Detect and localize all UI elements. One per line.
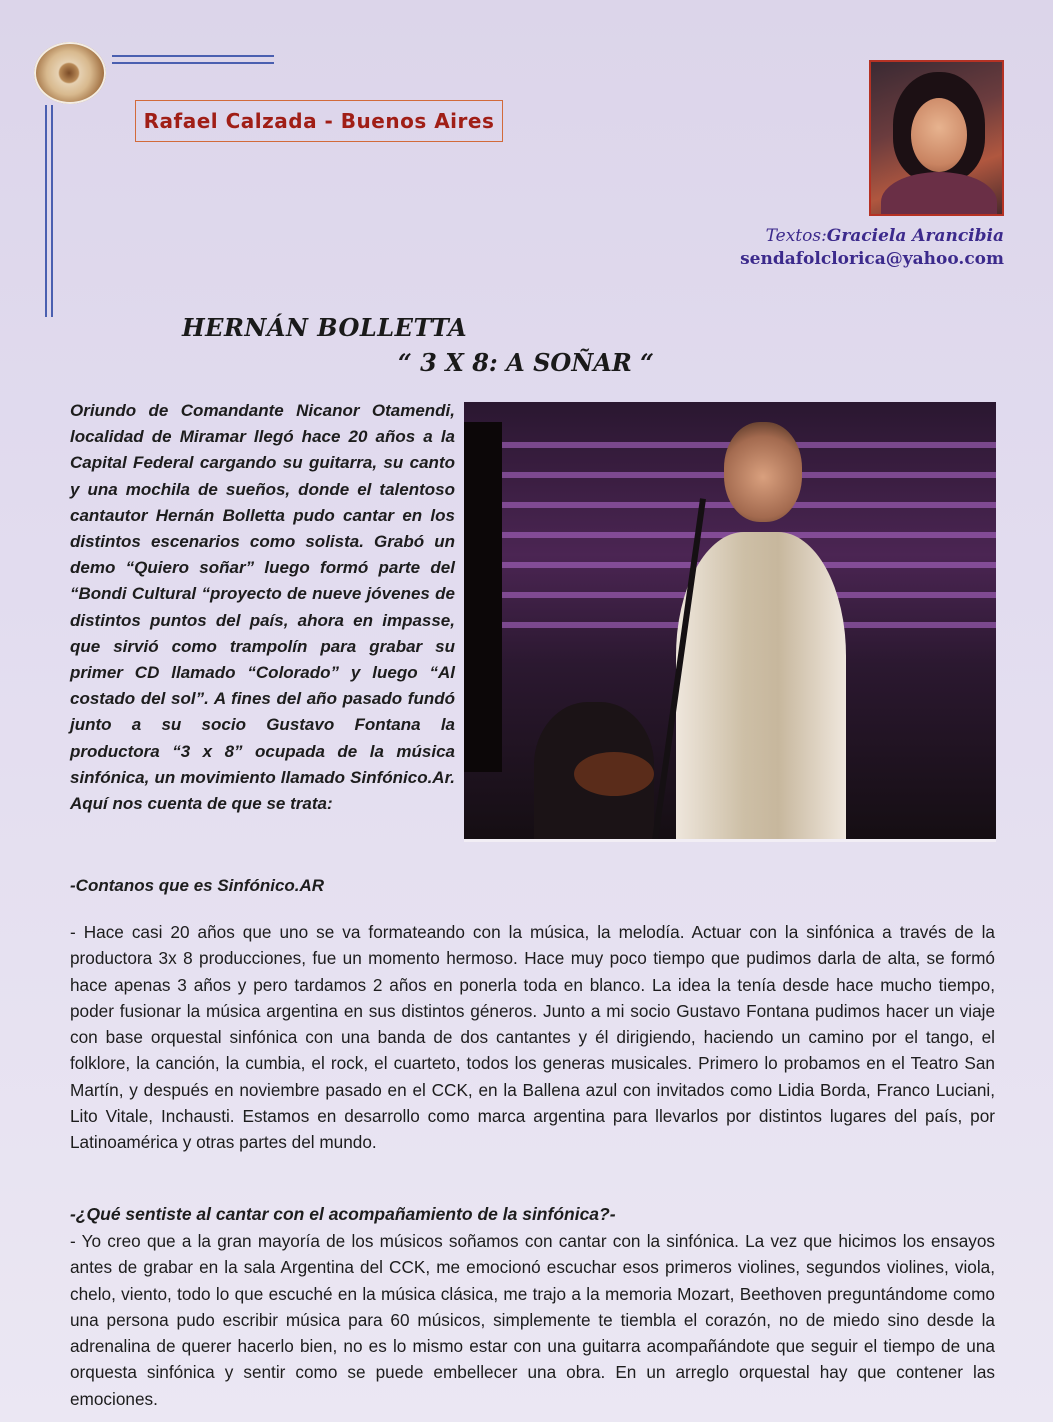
credits-prefix: Textos: <box>765 226 827 246</box>
article-title: HERNÁN BOLLETTA <box>182 313 468 342</box>
decorative-line <box>112 55 274 57</box>
question-heading: -¿Qué sentiste al cantar con el acompañamiento de la sinfónica?- <box>70 1204 616 1224</box>
credits-author: Graciela Arancibia <box>826 226 1004 246</box>
question-heading: -Contanos que es Sinfónico.AR <box>70 876 325 895</box>
flower-logo-icon <box>34 42 106 104</box>
article-intro: Oriundo de Comandante Nicanor Otamendi, localidad de Miramar llegó hace 20 años a la Capital Federal cargando su guitarra, su canto y una mochila de sueños, donde el talentoso cantautor Hernán Bolletta pudo cantar en los distintos escenarios como solista. Grabó un demo “Quiero soñar” luego formó parte del “Bondi Cultural “proyecto de nueve jóvenes de distintos puntos del país, ahora en impasse, que sirvió como trampolín para grabar su primer CD llamado “Colorado” y luego “Al costado del sol”. A fines del año pasado fundó junto a su socio Gustavo Fontana la productora “3 x 8” ocupada de la música sinfónica, un movimiento llamado Sinfónico.Ar. Aquí nos cuenta de que se trata: <box>70 401 455 814</box>
credits-email[interactable]: sendafolclorica@yahoo.com <box>740 249 1004 269</box>
answer-paragraph: - Yo creo que a la gran mayoría de los músicos soñamos con cantar con la sinfónica. La vez que hicimos los ensayos antes de grabar en la sala Argentina del CCK, me emocionó escuchar esos primeros violines, segundos violines, viola, chelo, viento, todo lo que escuché en la música clásica, me trajo a la memoria Mozart, Beethoven preguntándome como una persona pudo escribir música para 60 músicos, simplemente te tiembla el corazón, no de miedo sino desde la adrenalina de querer hacerlo bien, no es lo mismo estar con una guitarra acompañándote que seguir el tiempo de una orquesta sinfónica y sentir como se puede embellecer una obra. En un arreglo orquestal hay que contener las emociones. <box>70 1231 995 1409</box>
concert-photo <box>464 402 996 842</box>
decorative-line <box>45 105 47 317</box>
article-subtitle: “ 3 X 8: A SOÑAR “ <box>398 348 654 377</box>
decorative-line <box>112 62 274 64</box>
location-label: Rafael Calzada - Buenos Aires <box>135 100 503 142</box>
author-photo <box>869 60 1004 216</box>
credits <box>740 226 1004 269</box>
answer-paragraph: - Hace casi 20 años que uno se va formateando con la música, la melodía. Actuar con la sinfónica a través de la productora 3x 8 producciones, fue un momento hermoso. Hace muy poco tiempo que pudimos darla de alta, se formó hace apenas 3 años y pero tardamos 2 años en ponerla toda en blanco. La idea la tenía desde hace mucho tiempo, poder fusionar la música argentina en sus distintos géneros. Junto a mi socio Gustavo Fontana pudimos hacer un viaje con base orquestal sinfónica con una banda de dos cantantes y él dirigiendo, haciendo un camino por el tango, el folklore, la canción, la cumbia, el rock, el cuarteto, todos los generas musicales. Primero lo probamos en el Teatro San Martín, y después en noviembre pasado en el CCK, en la Ballena azul con invitados como Lidia Borda, Franco Luciani, Lito Vitale, Inchausti. Estamos en desarrollo como marca argentina para llevarlos por distintos lugares del país, por Latinoamérica y otras partes del mundo. <box>70 922 995 1153</box>
decorative-line <box>51 105 53 317</box>
